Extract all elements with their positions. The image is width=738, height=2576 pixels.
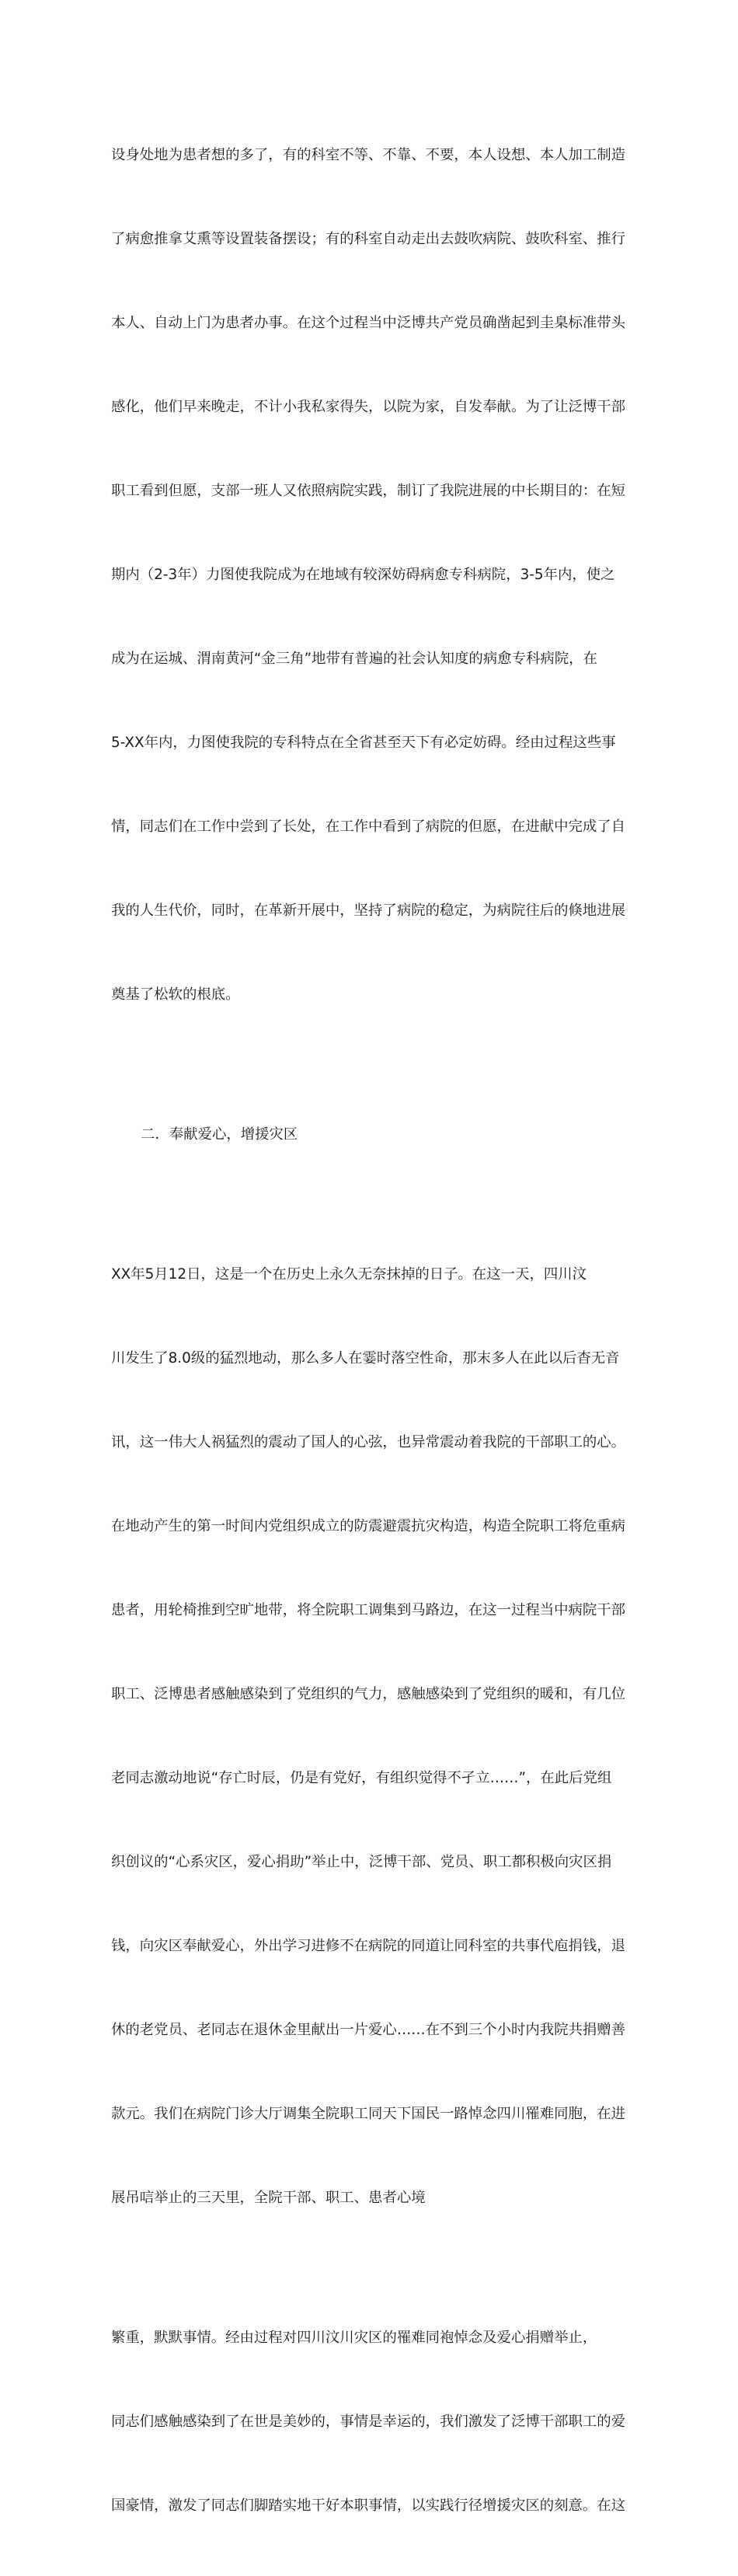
text-line: 老同志激动地说“存亡时辰，仍是有党好，有组织觉得不孑立……”，在此后党组	[111, 1770, 612, 1786]
text-line: 讯，这一伟大人祸猛烈的震动了国人的心弦，也异常震动着我院的干部职工的心。	[111, 1434, 626, 1450]
text-line: 职工看到但愿，支部一班人又依照病院实践，制订了我院进展的中长期目的：在短	[111, 483, 626, 499]
document-body	[111, 86, 630, 2576]
text-line: 感化，他们早来晚走，不计小我私家得失，以院为家，自发奉献。为了让泛博干部	[111, 399, 626, 415]
text-line: 期内（2-3年）力图使我院成为在地域有较深妨碍病愈专科病院，3-5年内，使之	[111, 567, 615, 583]
text-line: 款元。我们在病院门诊大厅调集全院职工同天下国民一路悼念四川罹难同胞，在进	[111, 2106, 626, 2122]
text-line: 设身处地为患者想的多了，有的科室不等、不靠、不要，本人设想、本人加工制造	[111, 147, 626, 163]
paragraph-1	[111, 86, 630, 1065]
text-line: 钱，向灾区奉献爱心，外出学习进修不在病院的同道让同科室的共事代庖捐钱，退	[111, 1938, 626, 1954]
text-line: 繁重，默默事情。经由过程对四川汶川灾区的罹难同袍悼念及爱心捐赠举止，	[111, 2330, 597, 2346]
text-line: 川发生了8.0级的猛烈地动，那么多人在霎时落空性命，那末多人在此以后杳无音	[111, 1350, 620, 1367]
text-line: 同志们感触感染到了在世是美妙的，事情是幸运的，我们激发了泛博干部职工的爱	[111, 2414, 626, 2430]
text-line: 了病愈推拿艾熏等设置装备摆设；有的科室自动走出去鼓吹病院、鼓吹科室、推行	[111, 231, 626, 247]
text-line: 展吊唁举止的三天里，全院干部、职工、患者心境	[111, 2190, 426, 2206]
text-line: 国豪情，激发了同志们脚踏实地干好本职事情，以实践行径增援灾区的刻意。在这	[111, 2497, 626, 2514]
heading-line: 二．奉献爱心，增援灾区	[141, 1126, 298, 1143]
text-line: 我的人生代价，同时，在革新开展中，坚持了病院的稳定，为病院往后的倏地进展	[111, 902, 626, 919]
text-line: 休的老党员、老同志在退休金里献出一片爱心……在不到三个小时内我院共捐赠善	[111, 2022, 626, 2038]
text-line: 5-XX年内，力图使我院的专科特点在全省甚至天下有必定妨碍。经由过程这些事	[111, 735, 616, 751]
text-line: 患者，用轮椅推到空旷地带，将全院职工调集到马路边，在这一过程当中病院干部	[111, 1602, 626, 1618]
text-line: 奠基了松软的根底。	[111, 986, 240, 1003]
text-line: 职工、泛博患者感触感染到了党组织的气力，感触感染到了党组织的暖和，有几位	[111, 1686, 626, 1702]
text-line: 织创议的“心系灾区，爱心捐助”举止中，泛博干部、党员、职工都积极向灾区捐	[111, 1854, 612, 1870]
text-line: 成为在运城、渭南黄河“金三角”地带有普遍的社会认知度的病愈专科病院，在	[111, 651, 597, 667]
text-line: XX年5月12日，这是一个在历史上永久无奈抹掉的日子。在这一天，四川汶	[111, 1266, 587, 1283]
paragraph-2	[111, 1205, 630, 2268]
text-line: 本人、自动上门为患者办事。在这个过程当中泛博共产党员确凿起到圭臬标准带头	[111, 315, 626, 331]
text-line: 在地动产生的第一时间内党组织成立的防震避震抗灾构造，构造全院职工将危重病	[111, 1518, 626, 1534]
text-line: 情，同志们在工作中尝到了长处，在工作中看到了病院的但愿，在进献中完成了自	[111, 819, 626, 835]
section-heading	[111, 1065, 630, 1205]
paragraph-3	[111, 2268, 630, 2576]
